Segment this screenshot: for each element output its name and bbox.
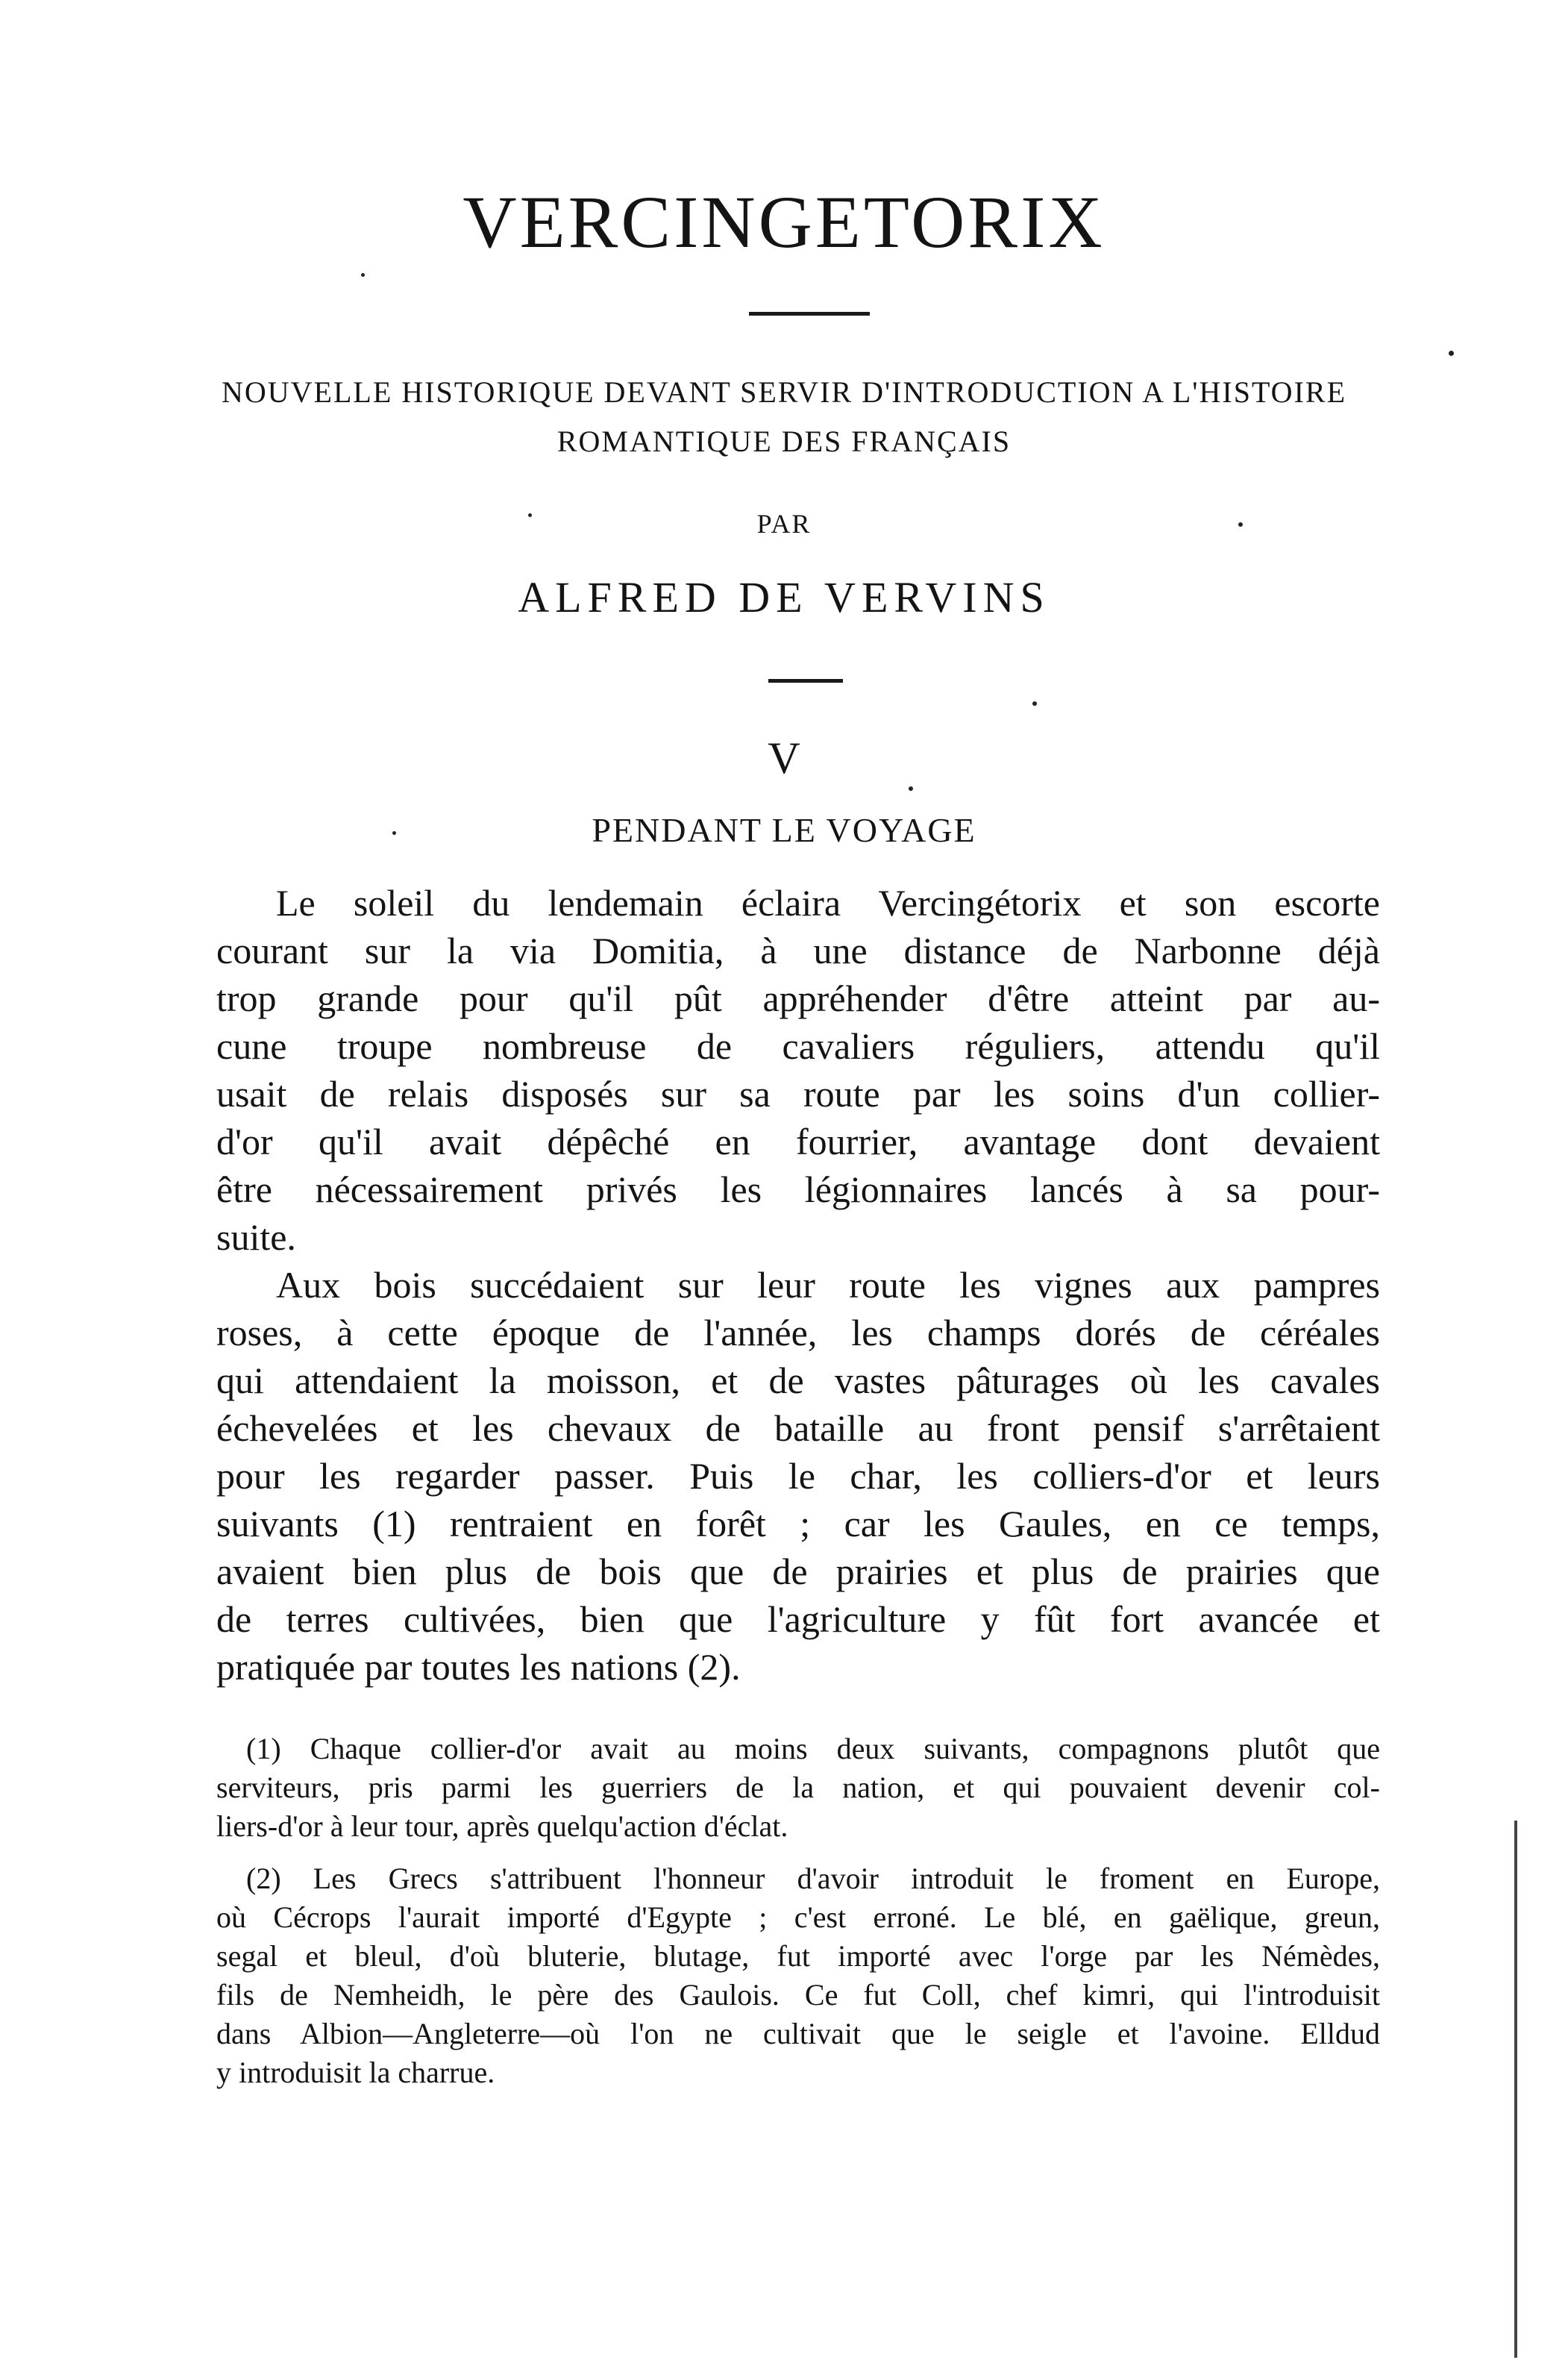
footnote-line: liers-d'or à leur tour, après quelqu'action d'éclat.: [216, 1809, 788, 1843]
chapter-number: V: [768, 733, 800, 783]
by-label: PAR: [756, 509, 812, 539]
page-edge-shadow: [1514, 1821, 1517, 2358]
footnote-line: où Cécrops l'aurait importé d'Egypte ; c'est erroné. Le blé, en gaëlique, greun,: [216, 1900, 1380, 1934]
scan-speck: [1032, 701, 1037, 706]
footnote-line: y introduisit la charrue.: [216, 2056, 495, 2089]
text-line: trop grande pour qu'il pût appréhender d'être atteint par au-: [216, 977, 1380, 1019]
text-line: Le soleil du lendemain éclaira Vercingétorix et son escorte: [276, 882, 1380, 924]
text-line: avaient bien plus de bois que de prairies et plus de prairies que: [216, 1550, 1380, 1592]
scan-speck: [528, 513, 532, 517]
footnote-line: segal et bleul, d'où bluterie, blutage, fut importé avec l'orge par les Némèdes,: [216, 1939, 1380, 1973]
text-line: d'or qu'il avait dépêché en fourrier, avantage dont devaient: [216, 1121, 1380, 1162]
scan-speck: [361, 273, 365, 277]
text-line: de terres cultivées, bien que l'agriculture y fût fort avancée et: [216, 1598, 1380, 1640]
author-divider: [768, 679, 843, 683]
subtitle-line-2: ROMANTIQUE DES FRANÇAIS: [556, 425, 1012, 458]
footnote-1: [216, 1730, 1380, 1846]
text-line: qui attendaient la moisson, et de vastes pâturages où les cavales: [216, 1359, 1380, 1401]
text-line: être nécessairement privés les légionnaires lancés à sa pour-: [216, 1168, 1380, 1210]
page-title: VERCINGETORIX: [462, 181, 1106, 263]
text-line: cune troupe nombreuse de cavaliers réguliers, attendu qu'il: [216, 1025, 1380, 1067]
subtitle-line-1: NOUVELLE HISTORIQUE DEVANT SERVIR D'INTRODUCTION A L'HISTOIRE: [222, 375, 1346, 409]
footnotes: [216, 1730, 1380, 2092]
text-line: pratiquée par toutes les nations (2).: [216, 1646, 741, 1688]
chapter-title: PENDANT LE VOYAGE: [592, 811, 976, 849]
text-line: suivants (1) rentraient en forêt ; car les Gaules, en ce temps,: [216, 1503, 1380, 1544]
footnote-line: serviteurs, pris parmi les guerriers de la nation, et qui pouvaient devenir col-: [216, 1771, 1380, 1804]
text-line: usait de relais disposés sur sa route par les soins d'un collier-: [216, 1073, 1380, 1115]
text-line: pour les regarder passer. Puis le char, les colliers-d'or et leurs: [216, 1455, 1380, 1497]
text-line: courant sur la via Domitia, à une distance de Narbonne déjà: [216, 930, 1380, 971]
text-line: échevelées et les chevaux de bataille au front pensif s'arrêtaient: [216, 1407, 1380, 1449]
paragraph-1: [216, 879, 1380, 1261]
paragraph-2: [216, 1261, 1380, 1691]
main-text: [216, 879, 1380, 1691]
text-line: roses, à cette époque de l'année, les champs dorés de céréales: [216, 1312, 1380, 1353]
footnote-line: (2) Les Grecs s'attribuent l'honneur d'avoir introduit le froment en Europe,: [246, 1862, 1380, 1895]
scan-speck: [392, 831, 396, 835]
footnote-line: fils de Nemheidh, le père des Gaulois. Ce fut Coll, chef kimri, qui l'introduisit: [216, 1978, 1380, 2012]
scan-speck: [1449, 351, 1454, 356]
text-line: suite.: [216, 1216, 296, 1258]
text-line: Aux bois succédaient sur leur route les vignes aux pampres: [276, 1264, 1380, 1306]
footnote-line: dans Albion—Angleterre—où l'on ne cultivait que le seigle et l'avoine. Elldud: [216, 2017, 1380, 2050]
footnote-line: (1) Chaque collier-d'or avait au moins deux suivants, compagnons plutôt que: [246, 1732, 1380, 1765]
author-name: ALFRED DE VERVINS: [518, 573, 1050, 622]
footnote-2: [216, 1859, 1380, 2092]
scan-speck: [909, 786, 913, 791]
title-divider: [749, 312, 870, 316]
scan-speck: [1238, 522, 1243, 527]
